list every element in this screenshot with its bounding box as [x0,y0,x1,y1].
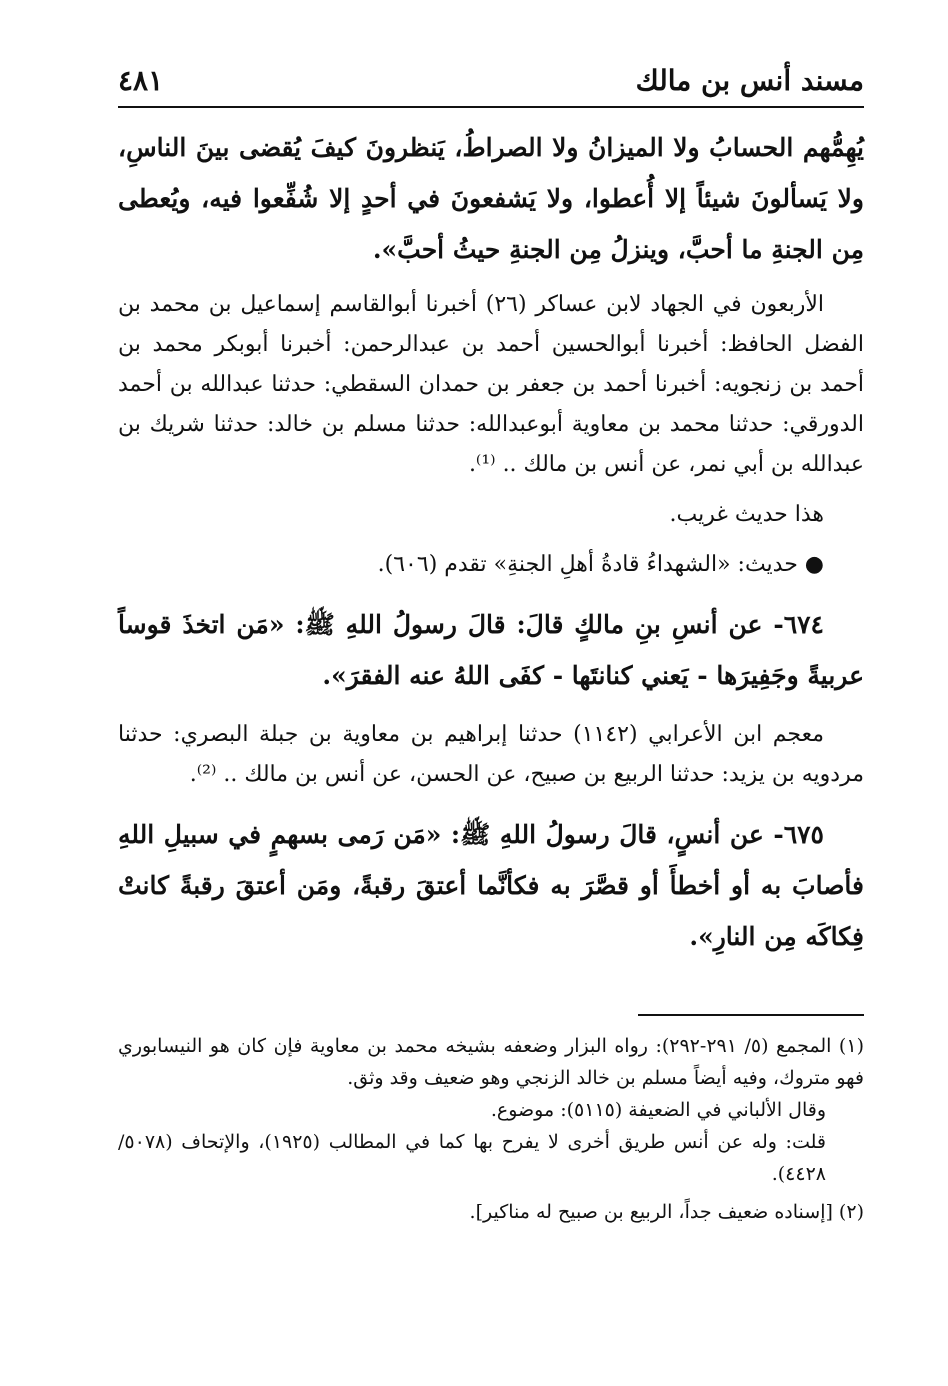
main-text [118,122,864,962]
footnote-1-continuation: قلت: وله عن أنس طريق أخرى لا يفرح بها كما في المطالب (١٩٢٥)، والإتحاف (٥٠٧٨/ ٤٤٢٨). [118,1131,826,1185]
footnote-1: (١) المجمع (٥/ ٢٩١-٢٩٢): رواه البزار وضعفه بشيخه محمد بن معاوية فإن كان هو النيسابوري فهو متروك، وفيه أيضاً مسلم بن خالد الزنجي وهو ضعيف وقد وثق. [118,1035,864,1089]
source-isnad-paragraph: الأربعون في الجهاد لابن عساكر (٢٦) أخبرنا أبوالقاسم إسماعيل بن محمد بن الفضل الحافظ: أخبرنا أبوالحسين أحمد بن عبدالرحمن: أخبرنا أبوبكر محمد بن أحمد بن زنجويه: أخبرنا أحمد بن جعفر بن حمدان السقطي: حدثنا عبدالله بن أحمد الدورقي: حدثنا محمد بن معاوية أبوعبدالله: حدثنا مسلم بن خالد: حدثنا شريك بن عبدالله بن أبي نمر، عن أنس بن مالك .. ⁽¹⁾. [118,292,864,477]
page-number: ٤٨١ [118,64,164,97]
footnote-2: (٢) [إسناده ضعيف جداً، الربيع بن صبيح له مناكير]. [469,1201,864,1223]
footnotes [118,1030,864,1228]
hadith-continuation: يُهِمُّهم الحسابُ ولا الميزانُ ولا الصراطُ، يَنظرونَ كيفَ يُقضى بينَ الناسِ، ولا يَسألونَ شيئاً إلا أُعطوا، ولا يَشفعونَ في أحدٍ إلا شُفِّعوا فيه، ويُعطى مِن الجنةِ ما أحبَّ، وينزلُ مِن الجنةِ حيثُ أحبَّ». [118,133,864,264]
cross-reference-note: ● حديث: «الشهداءُ قادةُ أهلِ الجنةِ» تقدم (٦٠٦). [377,552,824,577]
hadith-675: ٦٧٥- عن أنسٍ، قالَ رسولُ اللهِ ﷺ: «مَن رَمى بسهمٍ في سبيلِ اللهِ فأصابَ به أو أخطأَ أو قصَّرَ به فكأنَّما أعتقَ رقبةً، ومَن أعتقَ رقبةً كانتْ فِكاكَه مِن النارِ». [118,820,864,951]
source-isnad-674: معجم ابن الأعرابي (١١٤٢) حدثنا إبراهيم بن معاوية بن جبلة البصري: حدثنا مردويه بن يزيد: حدثنا الربيع بن صبيح، عن الحسن، عن أنس بن مالك .. ⁽²⁾. [118,722,864,787]
footnote-separator [638,1014,864,1016]
grading-note: هذا حديث غريب. [669,502,824,527]
running-title: مسند أنس بن مالك [635,64,864,97]
hadith-674: ٦٧٤- عن أنسِ بنِ مالكٍ قالَ: قالَ رسولُ اللهِ ﷺ: «مَن اتخذَ قوساً عربيةً وجَفِيرَها - يَعني كنانتَها - كفَى اللهُ عنه الفقرَ». [118,610,864,690]
page-header [118,60,864,108]
footnote-1-continuation: وقال الألباني في الضعيفة (٥١١٥): موضوع. [490,1099,826,1121]
